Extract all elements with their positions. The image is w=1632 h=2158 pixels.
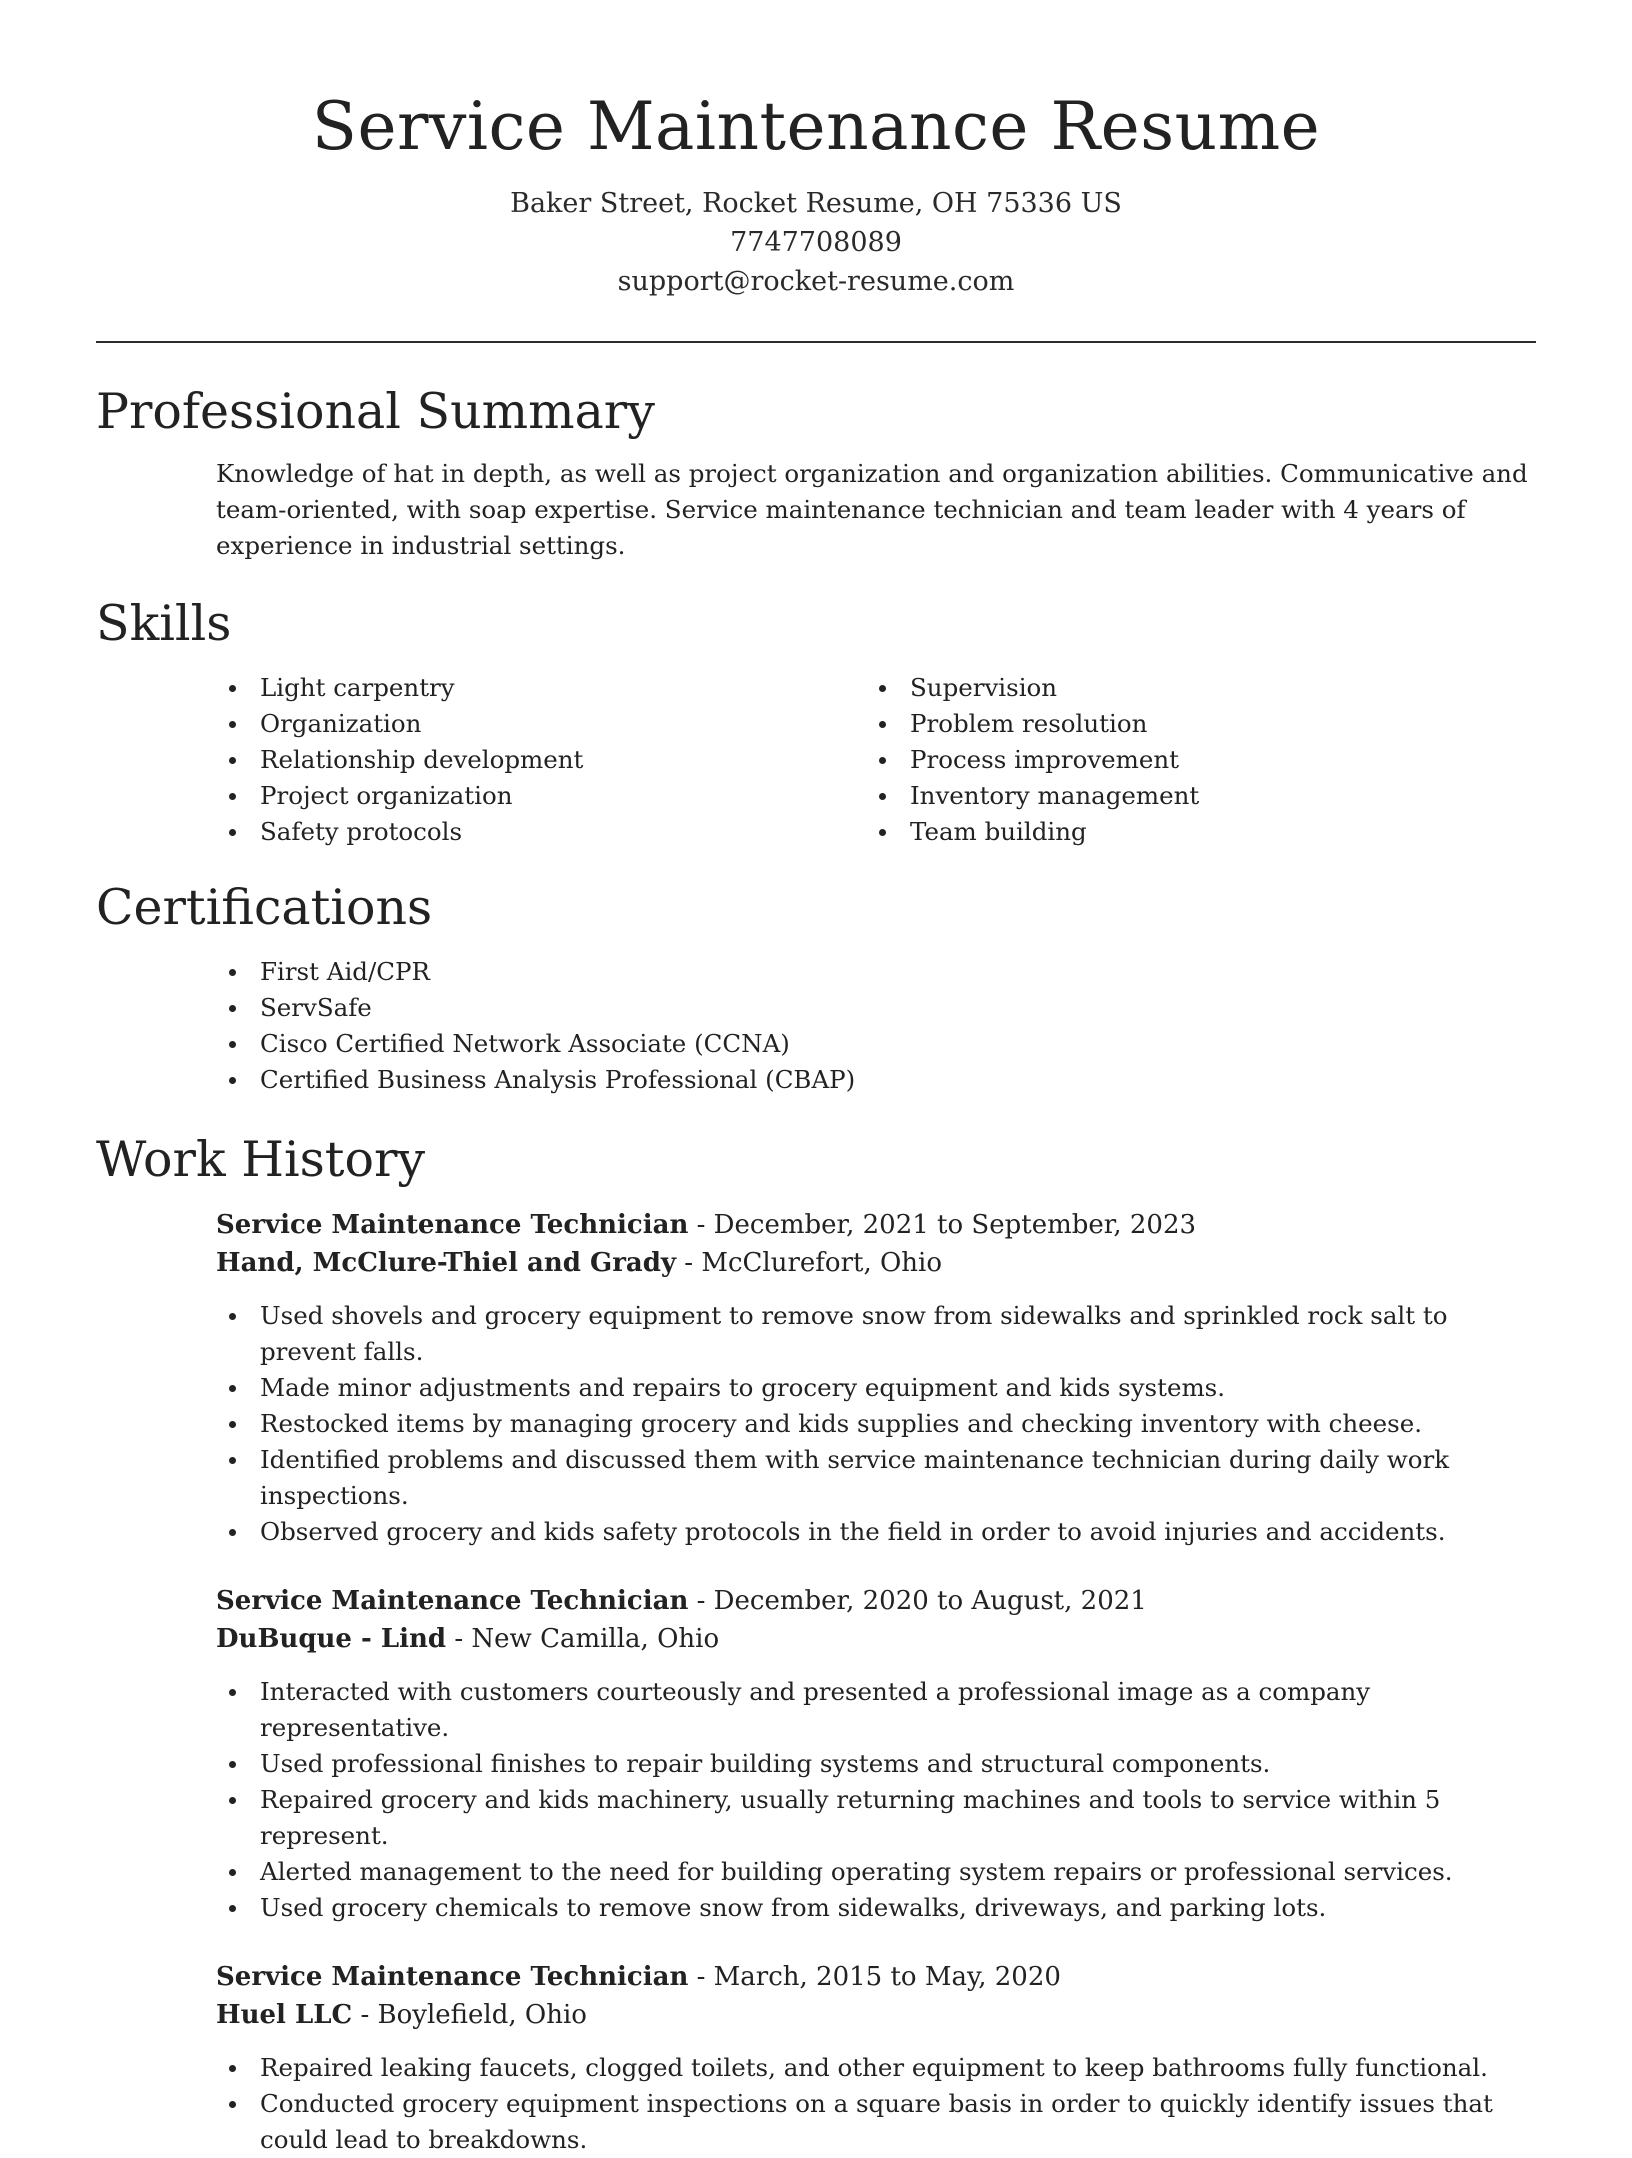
job-bullet: Alerted management to the need for building operating system repairs or professional services. xyxy=(216,1854,1536,1890)
job-bullet: Made minor adjustments and repairs to grocery equipment and kids systems. xyxy=(216,1370,1536,1406)
job-role: Service Maintenance Technician xyxy=(216,1210,689,1240)
summary-section xyxy=(96,380,1536,564)
job-entry xyxy=(216,1958,1536,2158)
job-bullet: Interacted with customers courteously and presented a professional image as a company representative. xyxy=(216,1674,1536,1746)
job-bullet: Repaired leaking faucets, clogged toilets, and other equipment to keep bathrooms fully functional. xyxy=(216,2050,1536,2086)
job-company-line xyxy=(216,1620,1536,1658)
skill-item: Team building xyxy=(866,814,1516,850)
certification-item: ServSafe xyxy=(216,990,1536,1026)
certification-item: Cisco Certified Network Associate (CCNA) xyxy=(216,1026,1536,1062)
skills-left-column xyxy=(216,670,866,850)
job-bullet: Identified problems and discussed them with service maintenance technician during daily work inspections. xyxy=(216,1442,1536,1514)
summary-text: Knowledge of hat in depth, as well as project organization and organization abilities. Communicative and team-oriented, with soap expertise. Service maintenance technician and team leader with 4 years of experience in industrial settings. xyxy=(216,459,1528,560)
header-divider xyxy=(96,341,1536,343)
resume-header xyxy=(0,0,1632,301)
job-company: Huel LLC xyxy=(216,2000,353,2030)
resume-title: Service Maintenance Resume xyxy=(311,88,1321,165)
certifications-list xyxy=(216,954,1536,1098)
job-location: - McClurefort, Ohio xyxy=(676,1248,943,1278)
certification-item: Certified Business Analysis Professional (CBAP) xyxy=(216,1062,1536,1098)
skills-grid xyxy=(216,670,1536,850)
job-company: DuBuque - Lind xyxy=(216,1624,447,1654)
job-title-line xyxy=(216,1206,1536,1244)
job-location: - New Camilla, Ohio xyxy=(446,1624,720,1654)
job-bullet: Observed grocery and kids safety protocols in the field in order to avoid injuries and accidents. xyxy=(216,1514,1536,1550)
job-role: Service Maintenance Technician xyxy=(216,1586,689,1616)
job-bullet: Used professional finishes to repair building systems and structural components. xyxy=(216,1746,1536,1782)
skill-item: Inventory management xyxy=(866,778,1516,814)
certifications-title: Certifications xyxy=(96,879,433,936)
job-bullet: Used grocery chemicals to remove snow from sidewalks, driveways, and parking lots. xyxy=(216,1890,1536,1926)
job-role: Service Maintenance Technician xyxy=(216,1962,689,1992)
skills-section xyxy=(96,592,1536,850)
job-company-line xyxy=(216,1996,1536,2034)
job-dates: - December, 2020 to August, 2021 xyxy=(688,1586,1147,1616)
skill-item: Project organization xyxy=(216,778,866,814)
skill-item: Relationship development xyxy=(216,742,866,778)
job-bullets xyxy=(216,2050,1536,2158)
job-entry xyxy=(216,1206,1536,1550)
job-location: - Boylefield, Ohio xyxy=(352,2000,587,2030)
job-bullet: Repaired grocery and kids machinery, usually returning machines and tools to service within 5 represent. xyxy=(216,1782,1536,1854)
work-history-title: Work History xyxy=(96,1131,426,1188)
skill-item: Safety protocols xyxy=(216,814,866,850)
job-bullets xyxy=(216,1298,1536,1550)
job-title-line xyxy=(216,1958,1536,1996)
skill-item: Supervision xyxy=(866,670,1516,706)
phone: 7747708089 xyxy=(730,227,902,258)
certification-item: First Aid/CPR xyxy=(216,954,1536,990)
job-bullet: Used shovels and grocery equipment to remove snow from sidewalks and sprinkled rock salt to prevent falls. xyxy=(216,1298,1536,1370)
skill-item: Organization xyxy=(216,706,866,742)
job-company: Hand, McClure-Thiel and Grady xyxy=(216,1248,677,1278)
work-history-section xyxy=(96,1128,1536,2158)
job-title-line xyxy=(216,1582,1536,1620)
skill-item: Process improvement xyxy=(866,742,1516,778)
certifications-section xyxy=(96,876,1536,1098)
skill-item: Problem resolution xyxy=(866,706,1516,742)
skills-right-column xyxy=(866,670,1516,850)
job-company-line xyxy=(216,1244,1536,1282)
email: support@rocket-resume.com xyxy=(617,266,1015,297)
job-bullet: Conducted grocery equipment inspections on a square basis in order to quickly identify issues that could lead to breakdowns. xyxy=(216,2086,1536,2158)
job-bullets xyxy=(216,1674,1536,1926)
skill-item: Light carpentry xyxy=(216,670,866,706)
job-bullet: Restocked items by managing grocery and kids supplies and checking inventory with cheese. xyxy=(216,1406,1536,1442)
job-dates: - March, 2015 to May, 2020 xyxy=(688,1962,1061,1992)
job-entry xyxy=(216,1582,1536,1926)
address: Baker Street, Rocket Resume, OH 75336 US xyxy=(510,188,1122,219)
job-dates: - December, 2021 to September, 2023 xyxy=(688,1210,1197,1240)
contact-block xyxy=(0,184,1632,301)
skills-title: Skills xyxy=(96,595,232,652)
summary-title: Professional Summary xyxy=(96,383,655,440)
